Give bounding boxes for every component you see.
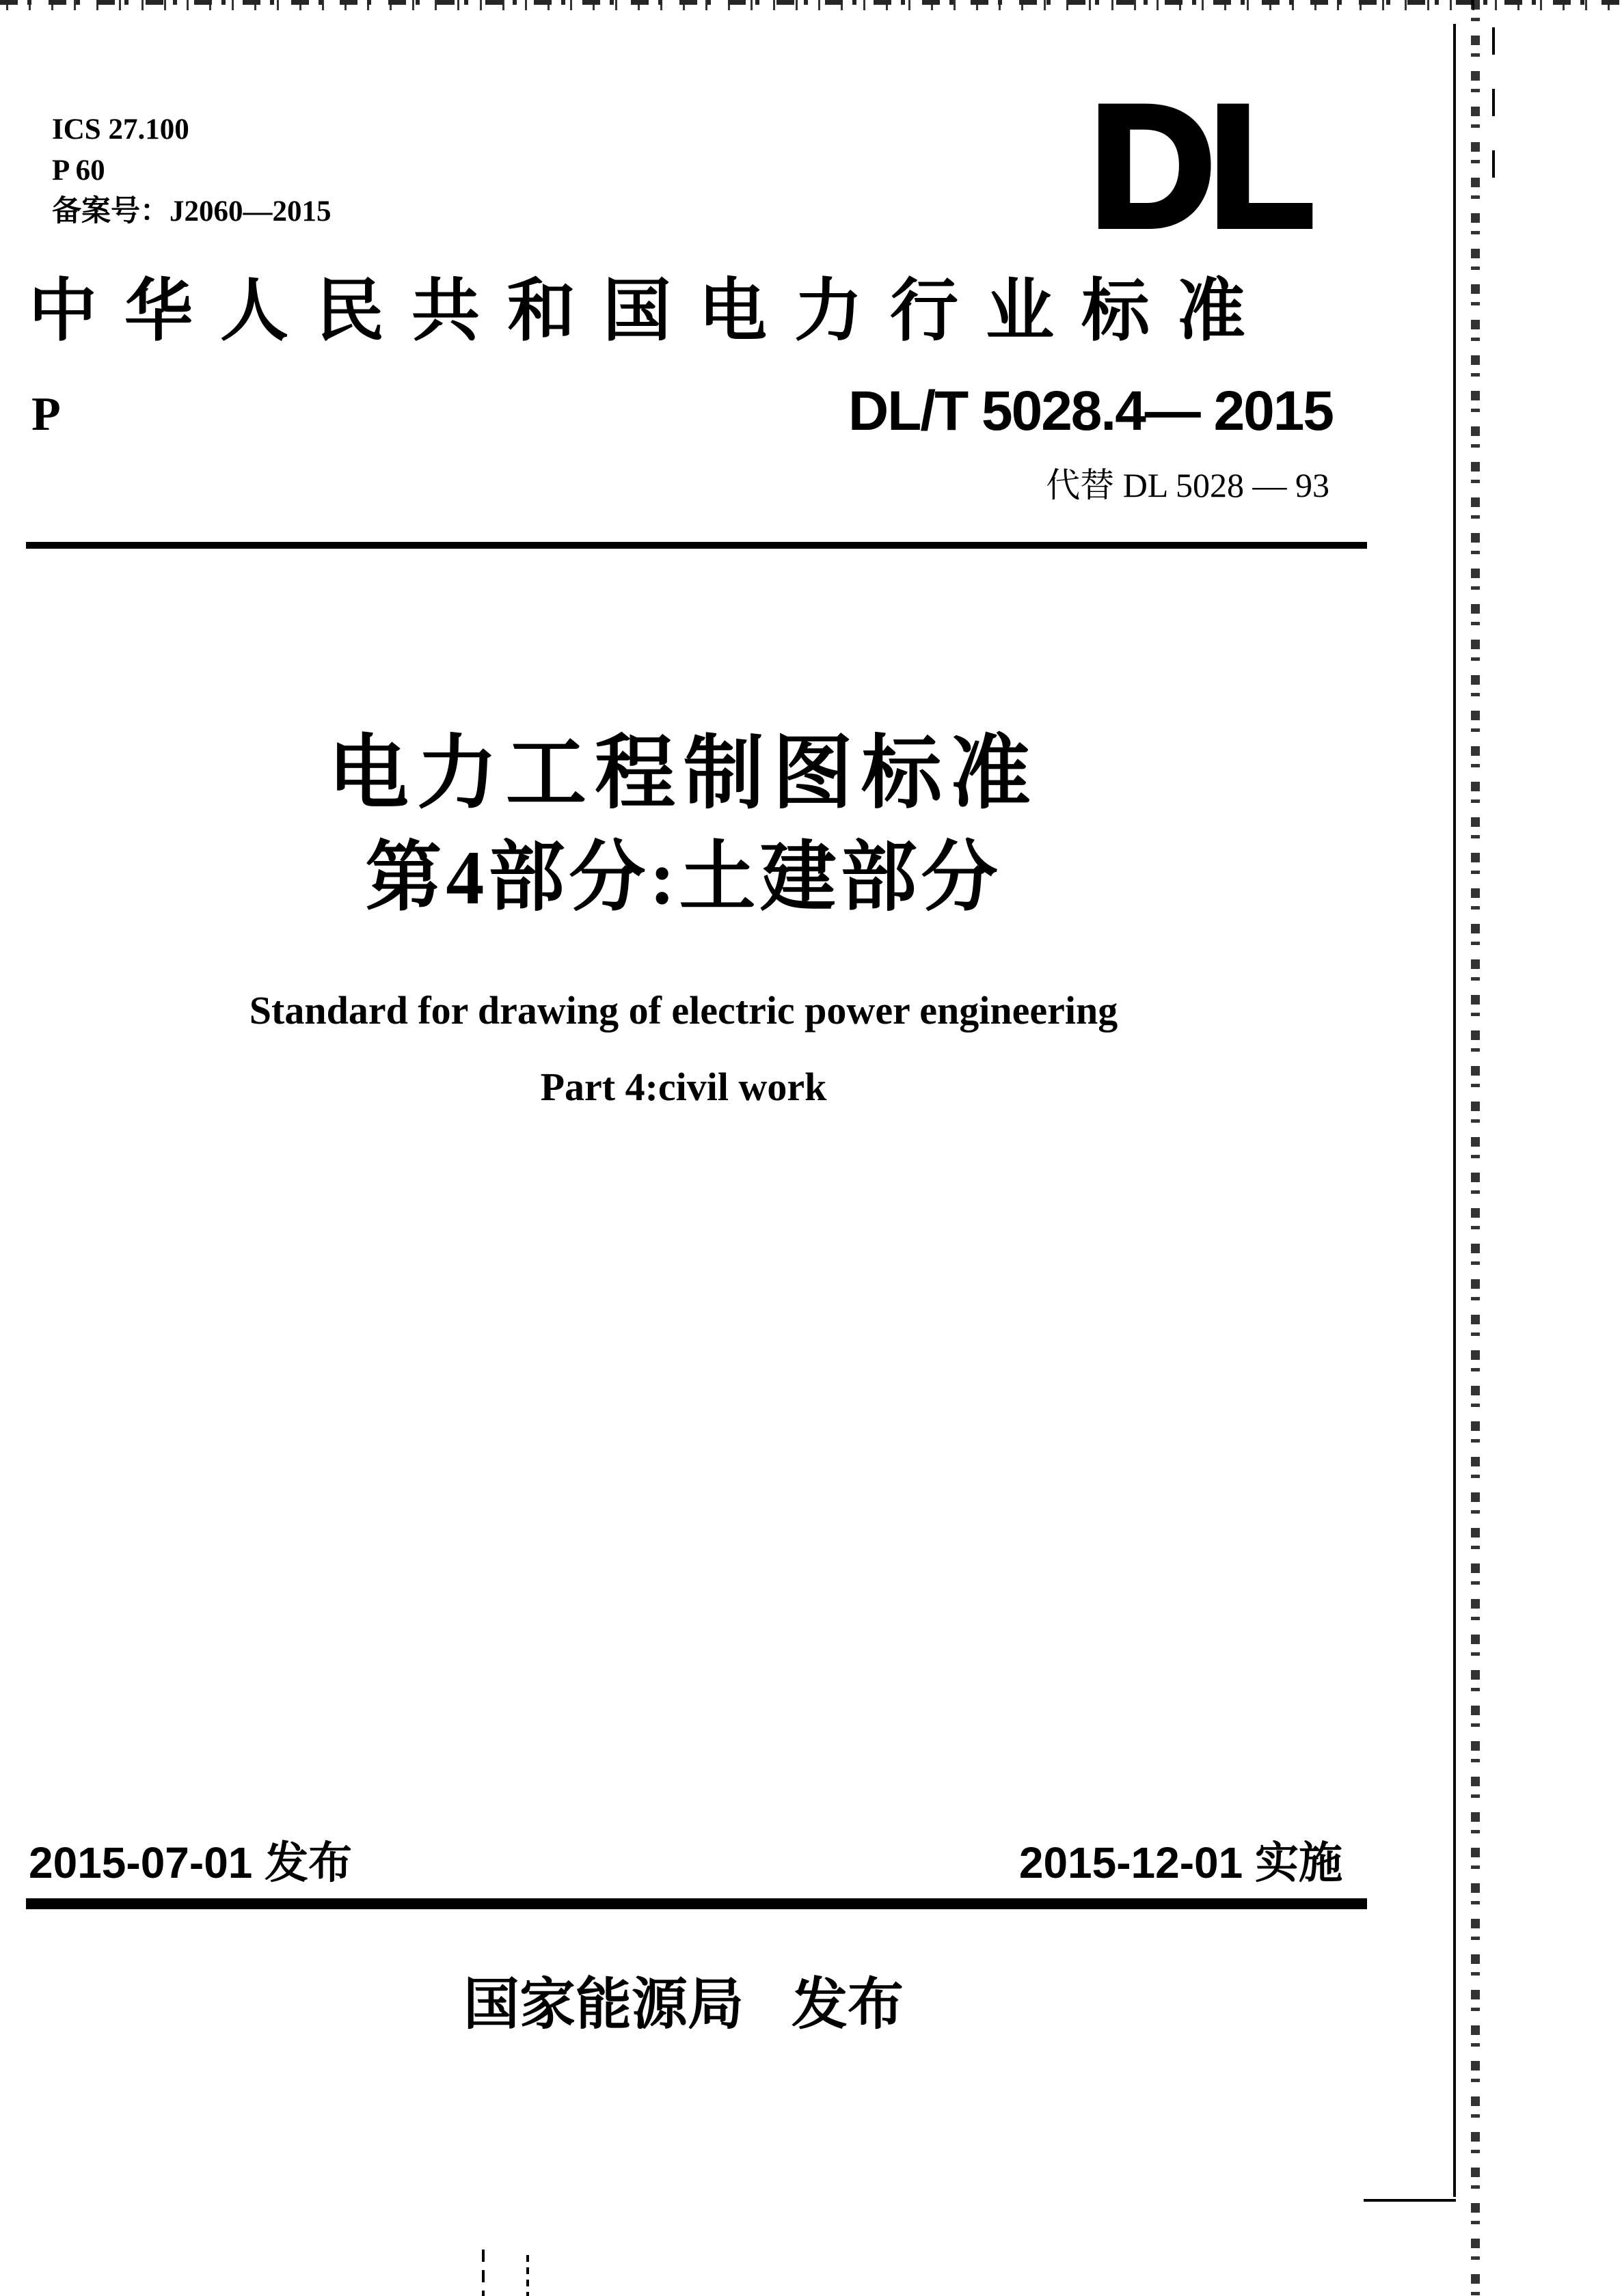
publisher-organization: 国家能源局 xyxy=(463,1973,744,2036)
implement-date: 2015-12-01 实施 xyxy=(1018,1838,1342,1887)
ics-code: ICS 27.100 xyxy=(52,113,189,146)
replaces-note: 代替 DL 5028 — 93 xyxy=(1046,466,1329,504)
scan-line-right-foot xyxy=(1364,2199,1456,2202)
p-mark: P xyxy=(31,388,61,441)
dates-row xyxy=(29,1837,1342,1889)
p-classification: P 60 xyxy=(52,154,105,187)
classification-block xyxy=(52,109,332,232)
scan-tick-bottom-2 xyxy=(526,2255,529,2296)
scan-tick-bottom-1 xyxy=(482,2250,485,2296)
english-title-line2: Part 4:civil work xyxy=(540,1065,827,1109)
footer-rule xyxy=(26,1898,1367,1909)
dl-logo: DL xyxy=(1090,70,1309,262)
standard-number: DL/T 5028.4— 2015 xyxy=(848,380,1333,442)
scan-line-right-edge xyxy=(1453,24,1456,2197)
english-title-line1: Standard for drawing of electric power engineering xyxy=(249,988,1118,1033)
scan-noise-top-edge xyxy=(0,0,1622,10)
publisher-row xyxy=(27,1972,1340,2038)
scan-noise-right-strip xyxy=(1471,0,1480,2296)
header-rule xyxy=(26,542,1367,549)
publisher-action: 发布 xyxy=(792,1973,904,2036)
record-number: 备案号：J2060—2015 xyxy=(52,195,332,228)
chinese-title-line2: 第4部分:土建部分 xyxy=(365,836,1002,920)
standard-type-title: 中华人民共和国电力行业标准 xyxy=(29,273,1273,349)
scan-noise-right-strip-2 xyxy=(1492,27,1495,205)
chinese-title-line1: 电力工程制图标准 xyxy=(327,729,1039,819)
issue-date: 2015-07-01 发布 xyxy=(29,1838,353,1887)
